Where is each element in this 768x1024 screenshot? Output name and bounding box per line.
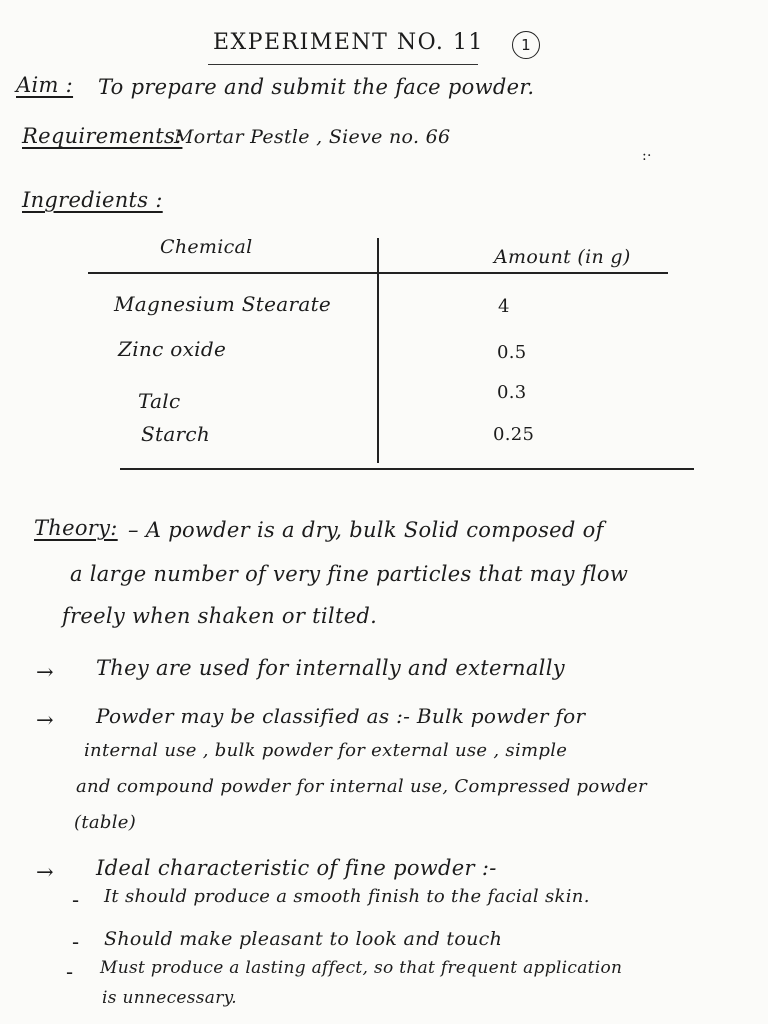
table-cell-amount: 0.5 xyxy=(497,342,527,363)
dash-bullet: - xyxy=(72,888,80,912)
theory-label: Theory: xyxy=(34,516,118,540)
table-cell-chemical: Starch xyxy=(141,422,211,446)
page-number: 1 xyxy=(512,31,540,59)
table-cell-chemical: Magnesium Stearate xyxy=(114,292,332,316)
point-line: They are used for internally and externally xyxy=(96,656,565,680)
arrow-bullet-icon: → xyxy=(36,660,54,684)
aim-text: To prepare and submit the face powder. xyxy=(98,75,535,99)
point-line: (table) xyxy=(74,812,137,833)
theory-line: a large number of very fine particles that may flow xyxy=(70,562,629,586)
characteristic-line: is unnecessary. xyxy=(102,988,238,1008)
ingredients-label: Ingredients : xyxy=(22,188,163,212)
theory-line: freely when shaken or tilted. xyxy=(62,604,378,628)
page-title: EXPERIMENT NO. 11 xyxy=(213,30,484,55)
point-line: and compound powder for internal use, Compressed powder xyxy=(76,776,647,797)
point-line: internal use , bulk powder for external use , simple xyxy=(84,740,568,761)
aim-label: Aim : xyxy=(16,73,74,97)
dash-bullet: - xyxy=(66,960,74,984)
table-cell-amount: 4 xyxy=(498,296,510,317)
characteristic-line: Must produce a lasting affect, so that frequent application xyxy=(100,958,623,978)
point-line: Powder may be classified as :- Bulk powder for xyxy=(96,704,586,728)
arrow-bullet-icon: → xyxy=(36,860,54,884)
title-underline xyxy=(208,64,478,65)
table-cell-chemical: Talc xyxy=(138,389,181,413)
arrow-bullet-icon: → xyxy=(36,708,54,732)
requirements-text: Mortar Pestle , Sieve no. 66 xyxy=(174,126,451,148)
requirements-label: Requirements: xyxy=(22,124,183,148)
point-line: Ideal characteristic of fine powder :- xyxy=(96,856,497,880)
table-cell-amount: 0.3 xyxy=(497,382,527,403)
column-header-amount: Amount (in g) xyxy=(494,246,631,268)
characteristic-line: Should make pleasant to look and touch xyxy=(104,928,503,950)
table-cell-amount: 0.25 xyxy=(493,424,535,445)
theory-line: – A powder is a dry, bulk Solid composed of xyxy=(128,518,604,542)
table-bottom-rule xyxy=(120,468,694,470)
table-column-divider xyxy=(377,238,379,463)
table-cell-chemical: Zinc oxide xyxy=(118,337,227,361)
column-header-chemical: Chemical xyxy=(160,236,253,258)
stray-ink-dots: :· xyxy=(642,148,652,164)
characteristic-line: It should produce a smooth finish to the facial skin. xyxy=(104,886,590,907)
dash-bullet: - xyxy=(72,930,80,954)
